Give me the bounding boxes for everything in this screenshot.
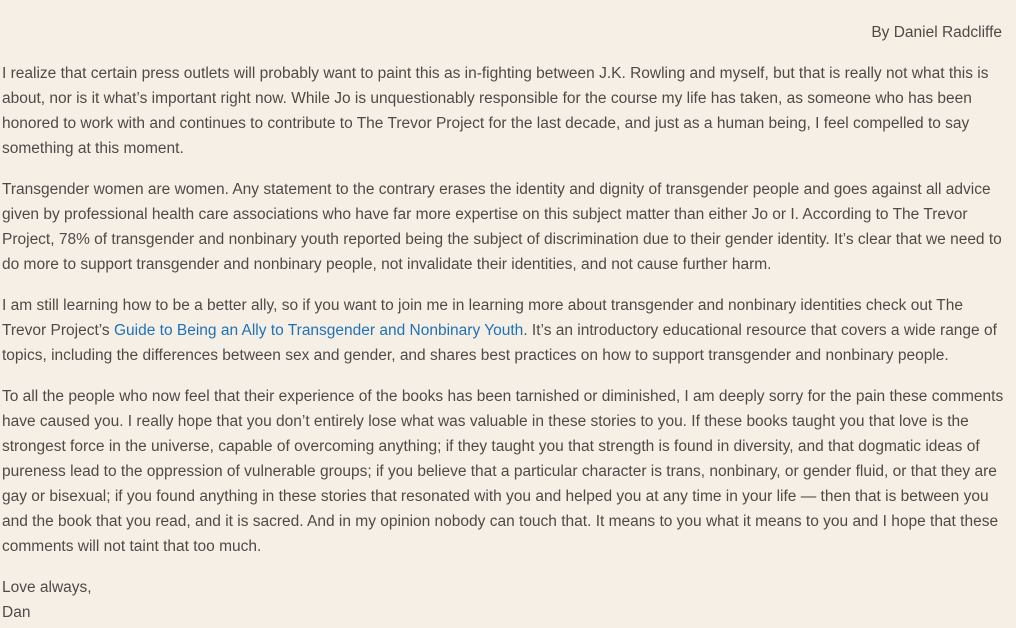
paragraph-2: Transgender women are women. Any statement to the contrary erases the identity and dignity of transgender people and goes against all advice given by professional health care associations who have far more expertise on this subject matter than either Jo or I. According to The Trevor Project, 78% of transgender and nonbinary youth reported being the subject of discrimination due to their gender identity. It’s clear that we need to do more to support transgender and nonbinary people, not invalidate their identities, and not cause further harm. xyxy=(2,181,1002,273)
paragraph-4: To all the people who now feel that their experience of the books has been tarnished or diminished, I am deeply sorry for the pain these comments have caused you. I really hope that you don’t entirely lose what was valuable in these stories to you. If these books taught you that love is the strongest force in the universe, capable of overcoming anything; if they taught you that strength is found in diversity, and that dogmatic ideas of pureness lead to the oppression of vulnerable groups; if you believe that a particular character is trans, nonbinary, or gender fluid, or that they are gay or bisexual; if you found anything in these stories that resonated with you and helped you at any time in your life — then that is between you and the book that you read, and it is sacred. And in my opinion nobody can touch that. It means to you what it means to you and I hope that these comments will not taint that too much. xyxy=(2,388,1004,555)
signoff xyxy=(2,575,1006,625)
signoff-closing: Love always, xyxy=(2,579,92,596)
paragraph-3-text-after: . It’s an introductory educational resource that covers a wide range of topics, including the differences between sex and gender, and shares best practices on how to support transgender and nonbinary people. xyxy=(2,322,997,364)
article-body xyxy=(2,61,1006,625)
byline: By Daniel Radcliffe xyxy=(871,24,1002,41)
paragraph-1: I realize that certain press outlets will probably want to paint this as in-fighting between J.K. Rowling and myself, but that is really not what this is about, nor is it what’s important right now. While Jo is unquestionably responsible for the course my life has taken, as someone who has been honored to work with and continues to contribute to The Trevor Project for the last decade, and just as a human being, I feel compelled to say something at this moment. xyxy=(2,65,989,157)
paragraph-3-text-before: I am still learning how to be a better ally, so if you want to join me in learning more about transgender and nonbinary identities check out The Trevor Project’s xyxy=(2,297,963,339)
ally-guide-link[interactable]: Guide to Being an Ally to Transgender and Nonbinary Youth xyxy=(113,322,524,339)
signoff-name: Dan xyxy=(2,604,31,621)
paragraph-3 xyxy=(2,293,1006,368)
